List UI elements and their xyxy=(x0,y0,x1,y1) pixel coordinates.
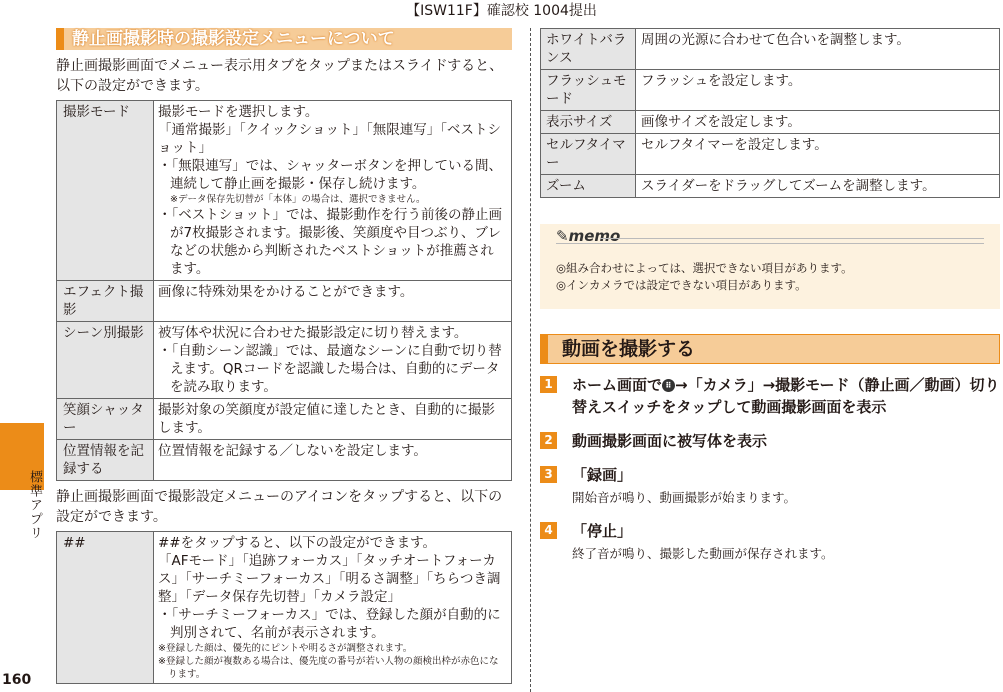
memo-divider xyxy=(600,238,984,239)
row-key: ## xyxy=(57,532,154,684)
table-row xyxy=(541,134,1000,175)
memo-item: ◎インカメラでは設定できない項目があります。 xyxy=(556,278,807,292)
row-value xyxy=(154,322,512,399)
movie-section-title: 動画を撮影する xyxy=(540,334,1000,364)
step-title-part: →「カメラ」→撮影モード（静止画／動画）切り替えスイッチをタップして動画撮影画面を表示 xyxy=(572,376,1000,416)
row-line: 「通常撮影」「クイックショット」「無限連写」「ベストショット」 xyxy=(158,122,502,156)
settings-table-continued xyxy=(540,28,1000,198)
row-bullet: ・「無限連写」では、シャッターボタンを押している間、連続して静止画を撮影・保存し続けます。 xyxy=(158,158,502,192)
table-row xyxy=(541,70,1000,111)
table-row xyxy=(57,281,512,322)
step-number: 3 xyxy=(540,466,557,483)
row-value: 周囲の光源に合わせて色合いを調整します。 xyxy=(636,29,1000,70)
row-value: スライダーをドラッグしてズームを調整します。 xyxy=(636,175,1000,198)
step-description: 終了音が鳴り、撮影した動画が保存されます。 xyxy=(572,546,834,561)
row-note: ※データ保存先切替が「本体」の場合は、選択できません。 xyxy=(170,194,426,205)
apps-icon: ⠿ xyxy=(662,379,675,392)
row-value: セルフタイマーを設定します。 xyxy=(636,134,1000,175)
step-title: 「録画」 xyxy=(572,466,633,484)
table-row xyxy=(541,29,1000,70)
icon-settings-table xyxy=(56,531,512,684)
row-value xyxy=(154,281,512,322)
table-row xyxy=(57,399,512,440)
row-key: 位置情報を記録する xyxy=(57,440,154,481)
intro-text: 静止画撮影画面でメニュー表示用タブをタップまたはスライドすると、以下の設定ができます。 xyxy=(56,58,504,94)
row-bullet: ・「ベストショット」では、撮影動作を行う前後の静止画が7枚撮影されます。撮影後、笑顔度や目つぶり、ブレなどの状態から判断されたベストショットが推薦されます。 xyxy=(158,207,502,277)
step-item xyxy=(540,464,1000,508)
step-item xyxy=(540,520,1000,564)
step-number: 4 xyxy=(540,522,557,539)
memo-items xyxy=(556,260,853,294)
row-key: エフェクト撮影 xyxy=(57,281,154,322)
step-title: 「停止」 xyxy=(572,522,633,540)
row-value xyxy=(154,532,512,684)
step-number: 1 xyxy=(540,376,557,393)
step-title xyxy=(572,374,1000,418)
settings-table xyxy=(56,100,512,481)
memo-box xyxy=(540,224,1000,309)
pencil-icon: ✎ xyxy=(556,227,569,245)
side-tab-label: 標準アプリ xyxy=(27,470,42,540)
row-note: ※登録した顔が複数ある場合は、優先度の番号が若い人物の顔検出枠が赤色になります。 xyxy=(158,656,499,680)
row-key: 撮影モード xyxy=(57,101,154,281)
row-value: 画像サイズを設定します。 xyxy=(636,111,1000,134)
row-value: 位置情報を記録する／しないを設定します。 xyxy=(154,440,512,481)
row-bullet: ・「サーチミーフォーカス」では、登録した顔が自動的に判別されて、名前が表示されます。 xyxy=(158,607,501,641)
row-value xyxy=(154,101,512,281)
row-value: 撮影対象の笑顔度が設定値に達したとき、自動的に撮影します。 xyxy=(154,399,512,440)
row-key: ホワイトバランス xyxy=(541,29,636,70)
row-key: フラッシュモード xyxy=(541,70,636,111)
row-bullet: ・「自動シーン認識」では、最適なシーンに自動で切り替えます。QRコードを認識した場合は、自動的にデータを読み取ります。 xyxy=(158,343,502,395)
page-header: 【ISW11F】確認校 1004提出 xyxy=(406,3,597,19)
step-title: 動画撮影画面に被写体を表示 xyxy=(572,432,768,450)
row-value: フラッシュを設定します。 xyxy=(636,70,1000,111)
row-key: シーン別撮影 xyxy=(57,322,154,399)
step-number: 2 xyxy=(540,432,557,449)
step-item xyxy=(540,430,1000,452)
row-key: ズーム xyxy=(541,175,636,198)
memo-label: memo xyxy=(568,227,621,245)
row-note: ※登録した顔は、優先的にピントや明るさが調整されます。 xyxy=(158,643,413,654)
table-row xyxy=(57,532,512,684)
table-row xyxy=(57,322,512,399)
row-key: 表示サイズ xyxy=(541,111,636,134)
row-key: セルフタイマー xyxy=(541,134,636,175)
steps-list xyxy=(540,374,1000,564)
page-number: 160 xyxy=(2,672,32,688)
row-key: 笑顔シャッター xyxy=(57,399,154,440)
step-description: 開始音が鳴り、動画撮影が始まります。 xyxy=(572,490,797,505)
table-row xyxy=(57,440,512,481)
row-line: 画像に特殊効果をかけることができます。 xyxy=(158,284,414,300)
step-title-part: ホーム画面で xyxy=(572,376,663,394)
intro-text-2: 静止画撮影画面で撮影設定メニューのアイコンをタップすると、以下の設定ができます。 xyxy=(56,489,503,525)
right-column xyxy=(540,28,1000,576)
table-row xyxy=(541,111,1000,134)
row-line: 撮影モードを選択します。 xyxy=(158,104,319,120)
memo-divider xyxy=(556,243,984,244)
memo-item: ◎組み合わせによっては、選択できない項目があります。 xyxy=(556,261,853,275)
column-divider xyxy=(530,28,531,692)
row-line: 被写体や状況に合わせた撮影設定に切り替えます。 xyxy=(158,325,468,341)
row-line: ##をタップすると、以下の設定ができます。 xyxy=(158,535,437,551)
table-row xyxy=(57,101,512,281)
step-item xyxy=(540,374,1000,418)
section-title: 静止画撮影時の撮影設定メニューについて xyxy=(56,28,512,50)
left-column xyxy=(56,28,512,684)
row-line: 「AFモード」「追跡フォーカス」「タッチオートフォーカス」「サーチミーフォーカス」「明るさ調整」「ちらつき調整」「データ保存先切替」「カメラ設定」 xyxy=(158,553,501,605)
table-row xyxy=(541,175,1000,198)
